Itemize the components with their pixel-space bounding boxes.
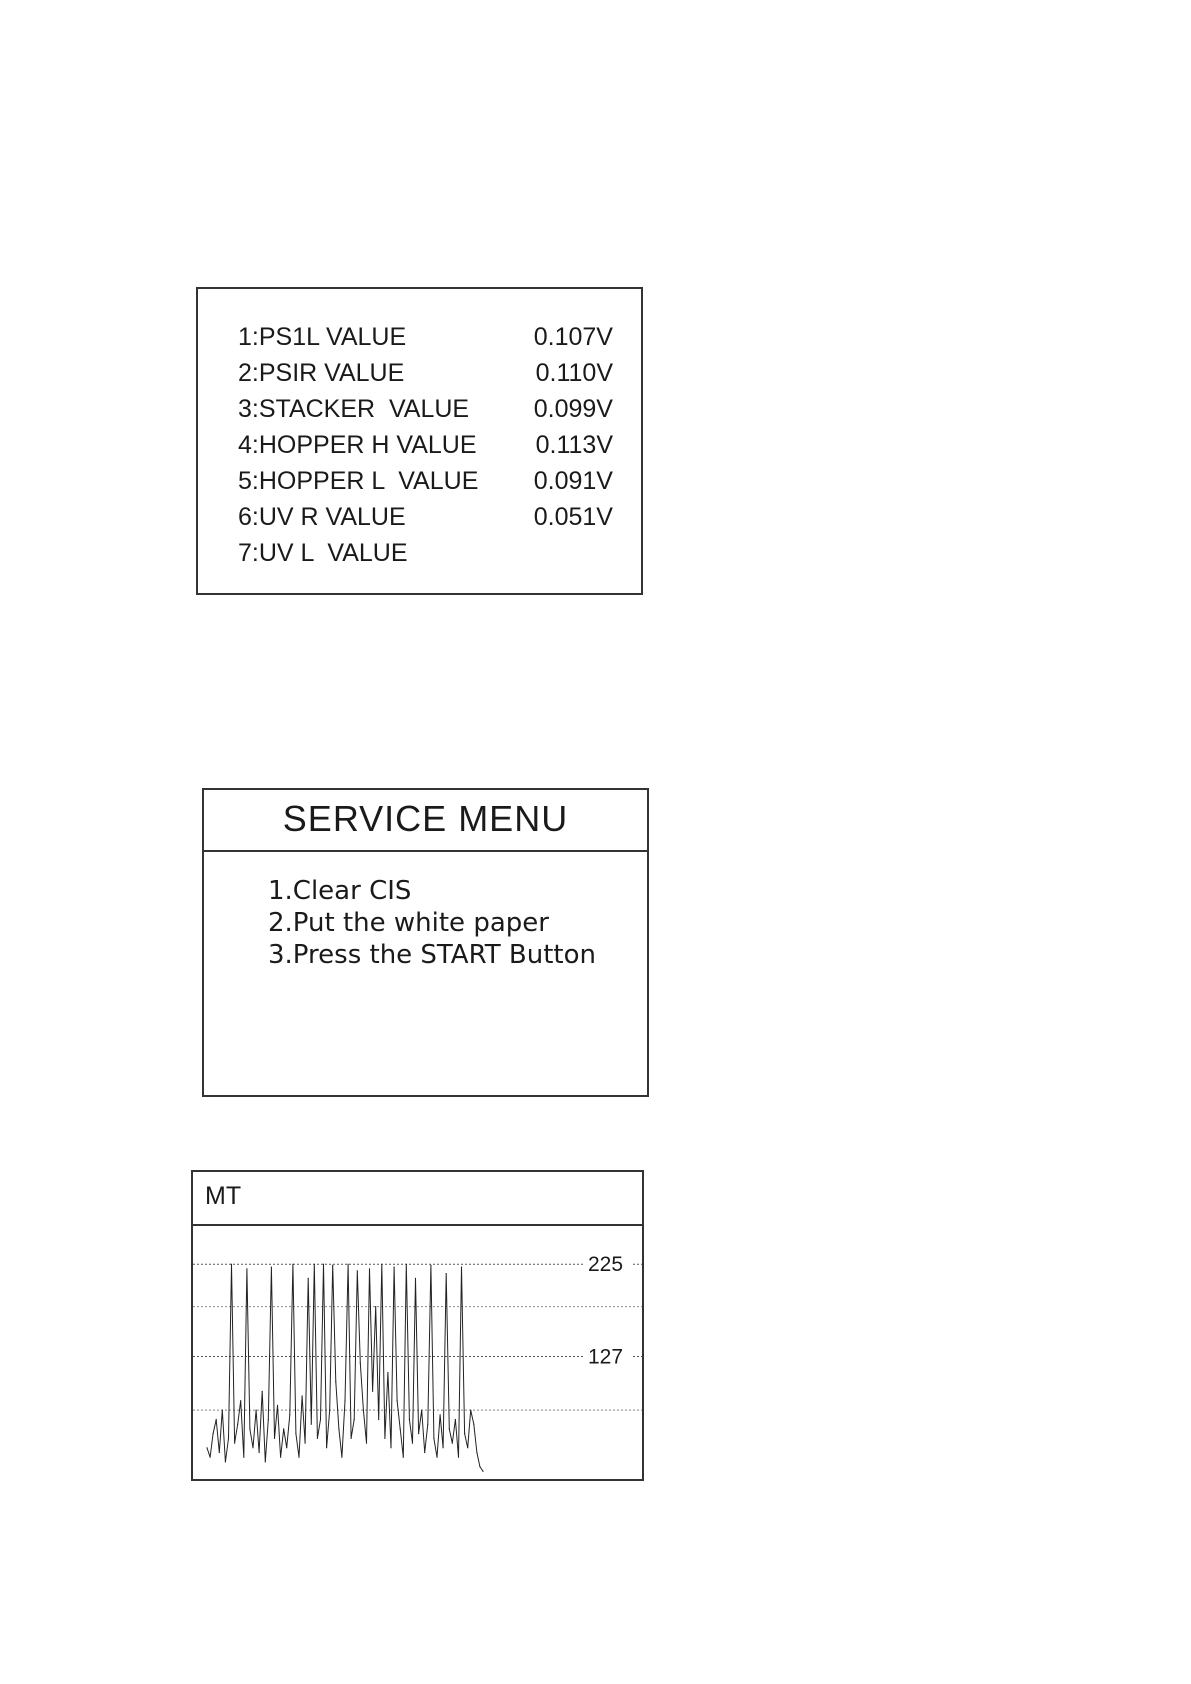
waveform-point [467,1447,468,1448]
waveform-point [400,1428,401,1429]
service-menu-title: SERVICE MENU [282,798,569,839]
waveform-point [280,1457,281,1458]
waveform-point [210,1457,211,1458]
service-step-2: 2.Put the white paper [268,908,549,938]
waveform-point [335,1381,336,1382]
waveform-point [295,1433,296,1434]
mt-graph-panel [191,1170,644,1481]
waveform-point [206,1447,207,1448]
waveform-point [249,1428,250,1429]
waveform-point [455,1419,456,1420]
y-tick-label: 225 [588,1253,624,1277]
waveform-point [225,1461,226,1462]
waveform-point [418,1433,419,1434]
value-label: 1:PS1L VALUE [238,323,407,351]
waveform-point [436,1457,437,1458]
waveform-point [378,1419,379,1420]
waveform-point [305,1443,306,1444]
waveform-point [476,1452,477,1453]
waveform-point [256,1410,257,1411]
value-row-hopper-h [238,427,613,463]
waveform-point [458,1457,459,1458]
waveform-point [372,1391,373,1392]
waveform-point [390,1447,391,1448]
waveform-point [302,1395,303,1396]
waveform-point [234,1443,235,1444]
waveform-point [403,1457,404,1458]
waveform-point [262,1391,263,1392]
waveform-point [259,1452,260,1453]
waveform-point [397,1400,398,1401]
value-label: 7:UV L VALUE [238,539,408,567]
waveform-point [381,1264,382,1265]
waveform-point [351,1438,352,1439]
waveform-point [446,1273,447,1274]
waveform-point [384,1438,385,1439]
waveform-point [246,1268,247,1269]
waveform-point [415,1278,416,1279]
waveform-point [354,1419,355,1420]
waveform-point [440,1414,441,1415]
waveform-point [473,1424,474,1425]
waveform-point [369,1268,370,1269]
service-step-3: 3.Press the START Button [268,940,596,970]
value-row-hopper-l [238,463,613,499]
value-reading: 0.051V [533,503,613,531]
y-tick-label: 127 [588,1345,624,1369]
waveform-point [329,1410,330,1411]
waveform-point [348,1264,349,1265]
waveform-point [219,1452,220,1453]
waveform-point [338,1428,339,1429]
value-row-stacker [238,391,613,427]
waveform-point [231,1264,232,1265]
waveform-point [344,1400,345,1401]
waveform-point [443,1447,444,1448]
waveform-point [311,1424,312,1425]
service-menu-panel [202,788,649,1097]
waveform-point [424,1452,425,1453]
waveform-point [341,1457,342,1458]
waveform-point [213,1433,214,1434]
value-reading: 0.110V [535,359,613,387]
waveform-point [430,1265,431,1266]
service-step-1: 1.Clear CIS [268,876,412,906]
waveform-point [308,1278,309,1279]
waveform-point [265,1461,266,1462]
waveform-point [409,1419,410,1420]
value-row-uv-r [238,499,613,535]
waveform-point [298,1457,299,1458]
waveform-point [326,1447,327,1448]
waveform-point [283,1428,284,1429]
waveform-point [433,1438,434,1439]
waveform-point [479,1466,480,1467]
waveform-point [286,1447,287,1448]
waveform-point [461,1267,462,1268]
waveform-point [412,1443,413,1444]
value-row-psir [238,355,613,391]
waveform-point [271,1267,272,1268]
waveform-point [394,1267,395,1268]
waveform-point [268,1419,269,1420]
sensor-values-panel [196,287,643,595]
waveform-point [360,1363,361,1364]
waveform-point [427,1424,428,1425]
mt-title: MT [205,1182,242,1210]
waveform-point [357,1270,358,1271]
waveform-point [452,1443,453,1444]
waveform-point [289,1414,290,1415]
waveform-point [240,1400,241,1401]
mt-plot [193,1224,642,1479]
value-row-ps1l [238,319,613,355]
waveform-point [470,1410,471,1411]
waveform-point [274,1438,275,1439]
service-menu-header [204,790,647,852]
value-label: 5:HOPPER L VALUE [238,467,479,495]
waveform-point [216,1419,217,1420]
waveform-point [464,1433,465,1434]
waveform-point [387,1372,388,1373]
waveform-point [314,1264,315,1265]
value-label: 3:STACKER VALUE [238,395,470,423]
waveform-point [243,1457,244,1458]
waveform-point [222,1410,223,1411]
waveform-point [320,1419,321,1420]
waveform-point [292,1264,293,1265]
waveform-point [406,1264,407,1265]
waveform-series [207,1264,483,1471]
waveform-point [277,1405,278,1406]
waveform-point [252,1447,253,1448]
waveform-point [421,1410,422,1411]
waveform-point [332,1265,333,1266]
mt-header [193,1172,642,1226]
value-label: 6:UV R VALUE [238,503,406,531]
waveform-point [366,1443,367,1444]
waveform-point [317,1438,318,1439]
value-reading: 0.099V [533,395,613,423]
value-reading: 0.113V [535,431,613,459]
waveform-point [363,1410,364,1411]
waveform-point [375,1306,376,1307]
waveform-point [237,1424,238,1425]
value-row-uv-l [238,535,613,571]
value-reading: 0.107V [533,323,613,351]
waveform-point [323,1264,324,1265]
value-label: 2:PSIR VALUE [238,359,405,387]
value-label: 4:HOPPER H VALUE [238,431,477,459]
waveform-point [228,1438,229,1439]
waveform-point [482,1471,483,1472]
waveform-point [449,1428,450,1429]
value-reading: 0.091V [533,467,613,495]
